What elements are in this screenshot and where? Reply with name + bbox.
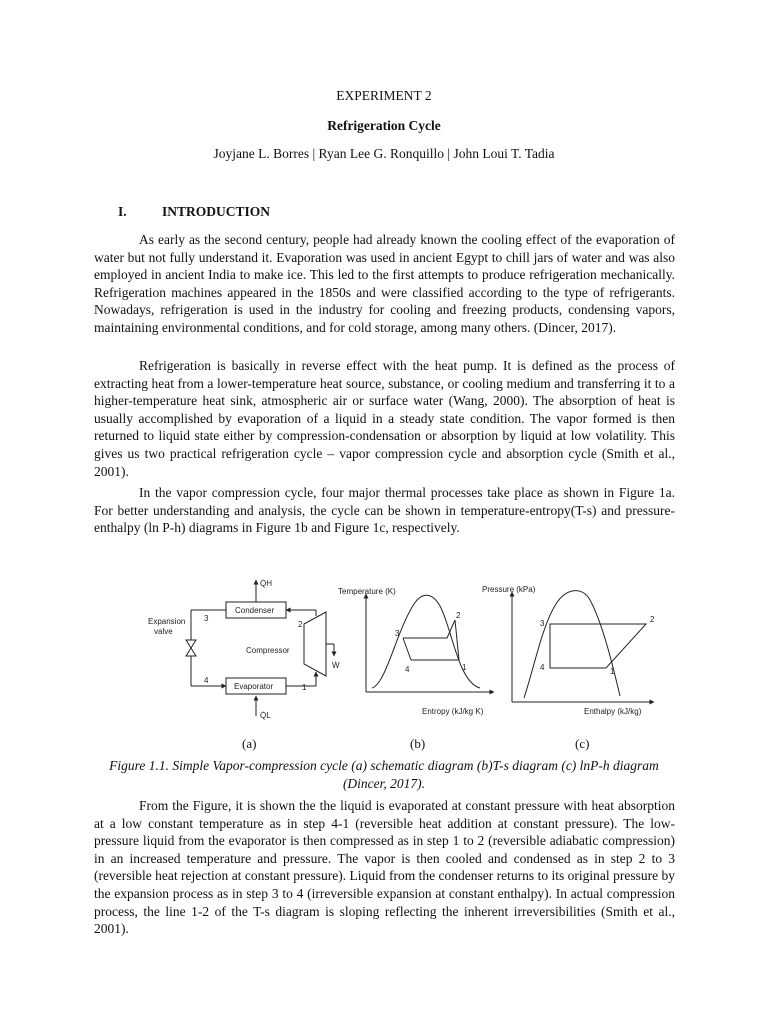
ts-labels [338,587,484,716]
figure-sublabel-a: (a) [242,736,257,751]
schematic-labels [148,579,340,720]
author-list: Joyjane L. Borres | Ryan Lee G. Ronquillo | John Loui T. Tadia [213,146,555,161]
compressor-label: Compressor [246,646,290,655]
state-4-label: 4 [204,676,209,685]
ph-xlabel: Enthalpy (kJ/kg) [584,707,642,716]
qh-label: Q̇H [260,579,272,588]
paragraph-1: As early as the second century, people had already known the cooling effect of the evaporation of water but not fully understand it. Evaporation was used in ancient Egypt to chill jars of water and was also employed in ancient India to make ice. This led to the first attempts to produce refrigeration mechanically. Refrigeration machines appeared in the 1850s and were classified according to the type of refrigerants. Nowadays, refrigeration is used in the industry for cooling and freezing products, condensing vapors, maintaining environmental conditions, and for cold storage, among many others. (Dincer, 2017). [94,232,675,335]
ts-saturation-dome [372,595,480,688]
ts-xlabel: Entropy (kJ/kg K) [422,707,484,716]
figure-sublabel-b: (b) [410,736,426,751]
section-heading [118,204,270,220]
section-title: INTRODUCTION [162,204,271,219]
ts-state-4: 4 [405,665,410,674]
ph-ylabel: Pressure (kPa) [482,585,536,594]
paragraph-3: In the vapor compression cycle, four major thermal processes take place as shown in Figure 1a. For better understanding and analysis, the cycle can be shown in temperature-entropy(T-s) and pressure-enthalpy (ln P-h) diagrams in Figure 1b and Figure 1c, respectively. [94,485,675,536]
section-number: I. [118,204,127,219]
ph-state-3: 3 [540,619,545,628]
figure-1-1 [146,572,682,728]
state-1-label: 1 [302,683,307,692]
ts-diagram [366,594,494,692]
ph-state-1: 1 [610,667,615,676]
ts-state-1: 1 [462,663,467,672]
experiment-label: EXPERIMENT 2 [336,88,432,103]
paper-title: Refrigeration Cycle [327,118,441,133]
evaporator-label: Evaporator [234,682,274,691]
figure-sublabel-c: (c) [575,736,590,751]
w-label: Ẇ [332,661,340,670]
figure-graphics [146,572,682,728]
state-3-label: 3 [204,614,209,623]
ph-cycle-path [550,624,646,668]
expansion-label-1: Expansion [148,617,186,626]
ph-saturation-dome [524,591,620,698]
paragraph-4: From the Figure, it is shown the the liquid is evaporated at constant pressure with heat absorption at a low constant temperature as in step 4-1 (reversible heat addition at constant pressure). The low-pressure liquid from the evaporator is then compressed as in step 1 to 2 (reversible adiabatic compression) in an increased temperature and pressure. The vapor is then cooled and condensed as in step 2 to 3 (reversible heat rejection at constant pressure). Liquid from the condenser returns to its original pressure by the expansion process as in step 3 to 4 (irreversible expansion at constant enthalpy). In actual compression process, the line 1-2 of the T-s diagram is sloping reflecting the inherent irreversibilities (Smith et al., 2001). [94,798,675,937]
ph-diagram [512,591,654,702]
compressor-shape [304,612,326,676]
ph-state-2: 2 [650,615,655,624]
ts-path-3-4 [403,638,411,660]
ts-ylabel: Temperature (K) [338,587,396,596]
ph-labels [482,585,655,716]
state-2-label: 2 [298,620,303,629]
ts-state-2: 2 [456,611,461,620]
ph-state-4: 4 [540,663,545,672]
expansion-valve-shape [186,640,196,656]
ts-state-3: 3 [395,629,400,638]
condenser-label: Condenser [235,606,275,615]
figure-caption: Figure 1.1. Simple Vapor-compression cycle (a) schematic diagram (b)T-s diagram (c) lnP-h diagram (Dincer, 2017). [109,758,659,791]
ql-label: Q̇L [260,711,271,720]
paragraph-2: Refrigeration is basically in reverse effect with the heat pump. It is defined as the process of extracting heat from a lower-temperature heat source, substance, or cooling medium and transferring it to a higher-temperature heat sink, atmospheric air or surface water (Wang, 2000). The absorption of heat is usually accomplished by evaporation of a liquid in a steady state condition. The vapor formed is then returned to liquid state either by compression-condensation or absorption by liquid at low volatility. This gives us two practical refrigeration cycle – vapor compression cycle and absorption cycle (Smith et al., 2001). [94,358,675,479]
expansion-label-2: valve [154,627,173,636]
ts-path-2-3 [403,620,455,638]
